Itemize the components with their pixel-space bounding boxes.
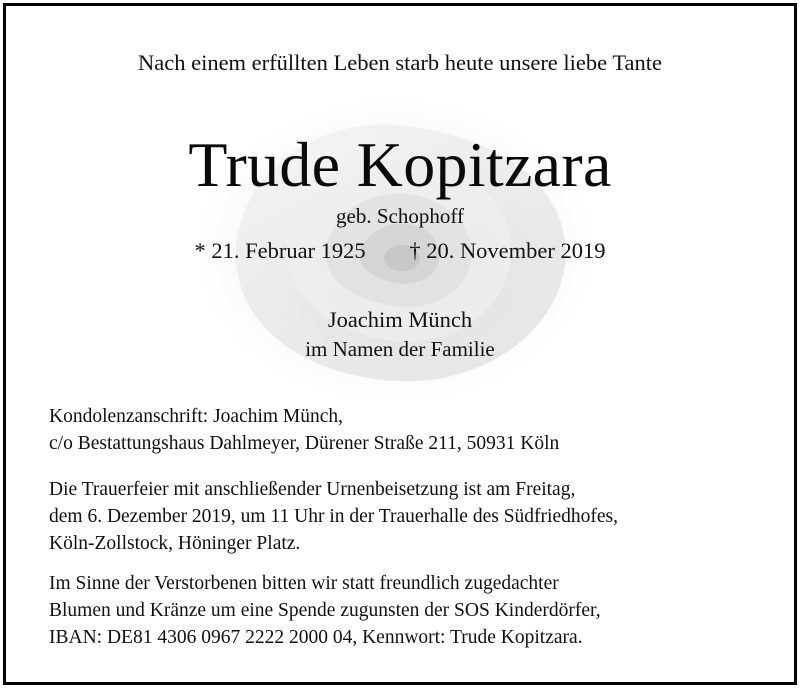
condolence-line: Kondolenzanschrift: Joachim Münch, [49, 406, 344, 427]
intro-text: Nach einem erfüllten Leben starb heute unsere liebe Tante [137, 50, 663, 75]
donation-line: IBAN: DE81 4306 0967 2222 2000 04, Kennwort: Trude Kopitzara. [49, 627, 583, 648]
donation-line: Im Sinne der Verstorbenen bitten wir statt freundlich zugedachter [49, 573, 559, 594]
death-date: † 20. November 2019 [409, 238, 606, 263]
condolence-line: c/o Bestattungshaus Dahlmeyer, Dürener Straße 211, 50931 Köln [49, 433, 560, 454]
life-dates [6, 238, 794, 264]
ceremony-line: Köln-Zollstock, Höninger Platz. [49, 533, 301, 554]
signer-name: Joachim Münch [327, 307, 473, 332]
condolence-address [49, 403, 789, 457]
birth-date: * 21. Februar 1925 [194, 238, 366, 263]
signer-note: im Namen der Familie [305, 337, 495, 361]
donation-line: Blumen und Kränze um eine Spende zugunsten der SOS Kinderdörfer, [49, 600, 601, 621]
obituary-notice [3, 3, 797, 685]
deceased-name: Trude Kopitzara [188, 129, 612, 200]
donation-info [49, 570, 789, 651]
ceremony-line: Die Trauerfeier mit anschließender Urnenbeisetzung ist am Freitag, [49, 479, 576, 500]
maiden-name: geb. Schophoff [336, 204, 464, 228]
ceremony-line: dem 6. Dezember 2019, um 11 Uhr in der Trauerhalle des Südfriedhofes, [49, 506, 618, 527]
ceremony-info [49, 476, 789, 557]
